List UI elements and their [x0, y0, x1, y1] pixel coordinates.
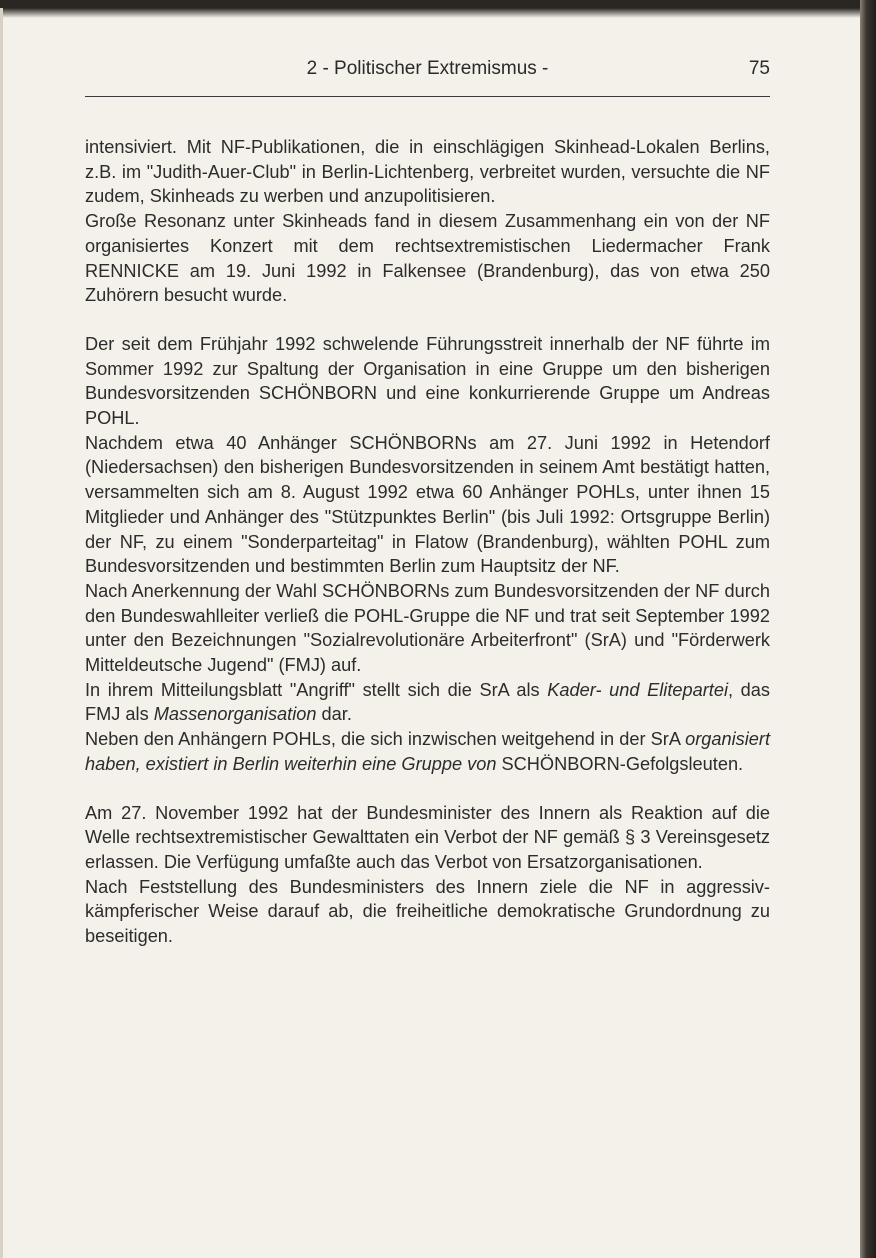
text-run: In ihrem Mitteilungsblatt "Angriff" stellt sich die SrA als	[85, 679, 548, 700]
header-rule	[85, 96, 770, 97]
paragraph	[85, 801, 770, 875]
page-number: 75	[748, 58, 770, 79]
page-top-shadow	[3, 8, 863, 18]
paragraph	[85, 431, 770, 579]
text-run: , das FMJ als	[85, 679, 770, 725]
text-run: dar.	[316, 704, 352, 725]
body-text	[85, 135, 770, 949]
paragraph	[85, 209, 770, 308]
header-title: 2 - Politischer Extremismus -	[306, 58, 549, 79]
text-run: Der seit dem Frühjahr 1992 schwelende Führungsstreit innerhalb der NF führte im Sommer 1992 zur Spaltung der Organisation in eine Gruppe um den bisherigen Bundesvorsitzenden SCHÖNBORN und eine konkurrierende Gruppe um Andreas POHL.	[85, 333, 770, 429]
text-run: Große Resonanz unter Skinheads fand in diesem Zusammenhang ein von der NF organisiertes Konzert mit dem rechtsextremistischen Liedermacher Frank RENNICKE am 19. Juni 1992 in Falkensee (Brandenburg), das von etwa 250 Zuhörern besucht wurde.	[85, 211, 770, 306]
text-run: intensiviert. Mit NF-Publikationen, die in einschlägigen Skinhead-Lokalen Berlins, z.B. im "Judith-Auer-Club" in Berlin-Lichtenberg, verbreitet wurden, versuchte die NF zudem, Skinheads zu werben und anzupolitisieren.	[85, 137, 770, 207]
paragraph	[85, 332, 770, 431]
running-header	[85, 58, 770, 88]
page-binding-edge	[860, 0, 876, 1258]
italic-text: Kader- und Elitepartei	[547, 679, 728, 700]
text-run: Nach Anerkennung der Wahl SCHÖNBORNs zum Bundesvorsitzenden der NF durch den Bundeswahlleiter verließ die POHL-Gruppe die NF und trat seit September 1992 unter den Bezeichnungen "Sozialrevolutionäre Arbeiterfront" (SrA) und "Förderwerk Mitteldeutsche Jugend" (FMJ) auf.	[85, 580, 770, 676]
text-run: SCHÖNBORN-Gefolgsleuten.	[496, 753, 744, 774]
text-run: Nach Feststellung des Bundesministers des Innern ziele die NF in aggressiv-kämpferischer Weise darauf ab, die freiheitliche demokratische Grundordnung zu beseitigen.	[85, 876, 770, 947]
paragraph	[85, 135, 770, 209]
text-run: Neben den Anhängern POHLs, die sich inzwischen weitgehend in der SrA	[85, 729, 686, 750]
text-run: Am 27. November 1992 hat der Bundesminister des Innern als Reaktion auf die Welle rechtsextremistischer Gewalttaten ein Verbot der NF gemäß § 3 Vereinsgesetz erlassen. Die Verfügung umfaßte auch das Verbot von Ersatzorganisationen.	[85, 802, 770, 872]
paragraph	[85, 875, 770, 949]
italic-text: organisiert haben, existiert in Berlin weiterhin eine Gruppe von	[85, 729, 770, 774]
paragraph	[85, 727, 770, 776]
text-run: Nachdem etwa 40 Anhänger SCHÖNBORNs am 27. Juni 1992 in Hetendorf (Niedersachsen) den bisherigen Bundesvorsitzenden in seinem Amt bestätigt hatten, versammelten sich am 8. August 1992 etwa 60 Anhänger POHLs, unter ihnen 15 Mitglieder und Anhänger des "Stützpunktes Berlin" (bis Juli 1992: Ortsgruppe Berlin) der NF, zu einem "Sonderparteitag" in Flatow (Brandenburg), wählten POHL zum Bundesvorsitzenden und bestimmten Berlin zum Hauptsitz der NF.	[85, 432, 770, 577]
italic-text: Massenorganisation	[153, 704, 317, 725]
paragraph	[85, 579, 770, 678]
paragraph	[85, 678, 770, 727]
